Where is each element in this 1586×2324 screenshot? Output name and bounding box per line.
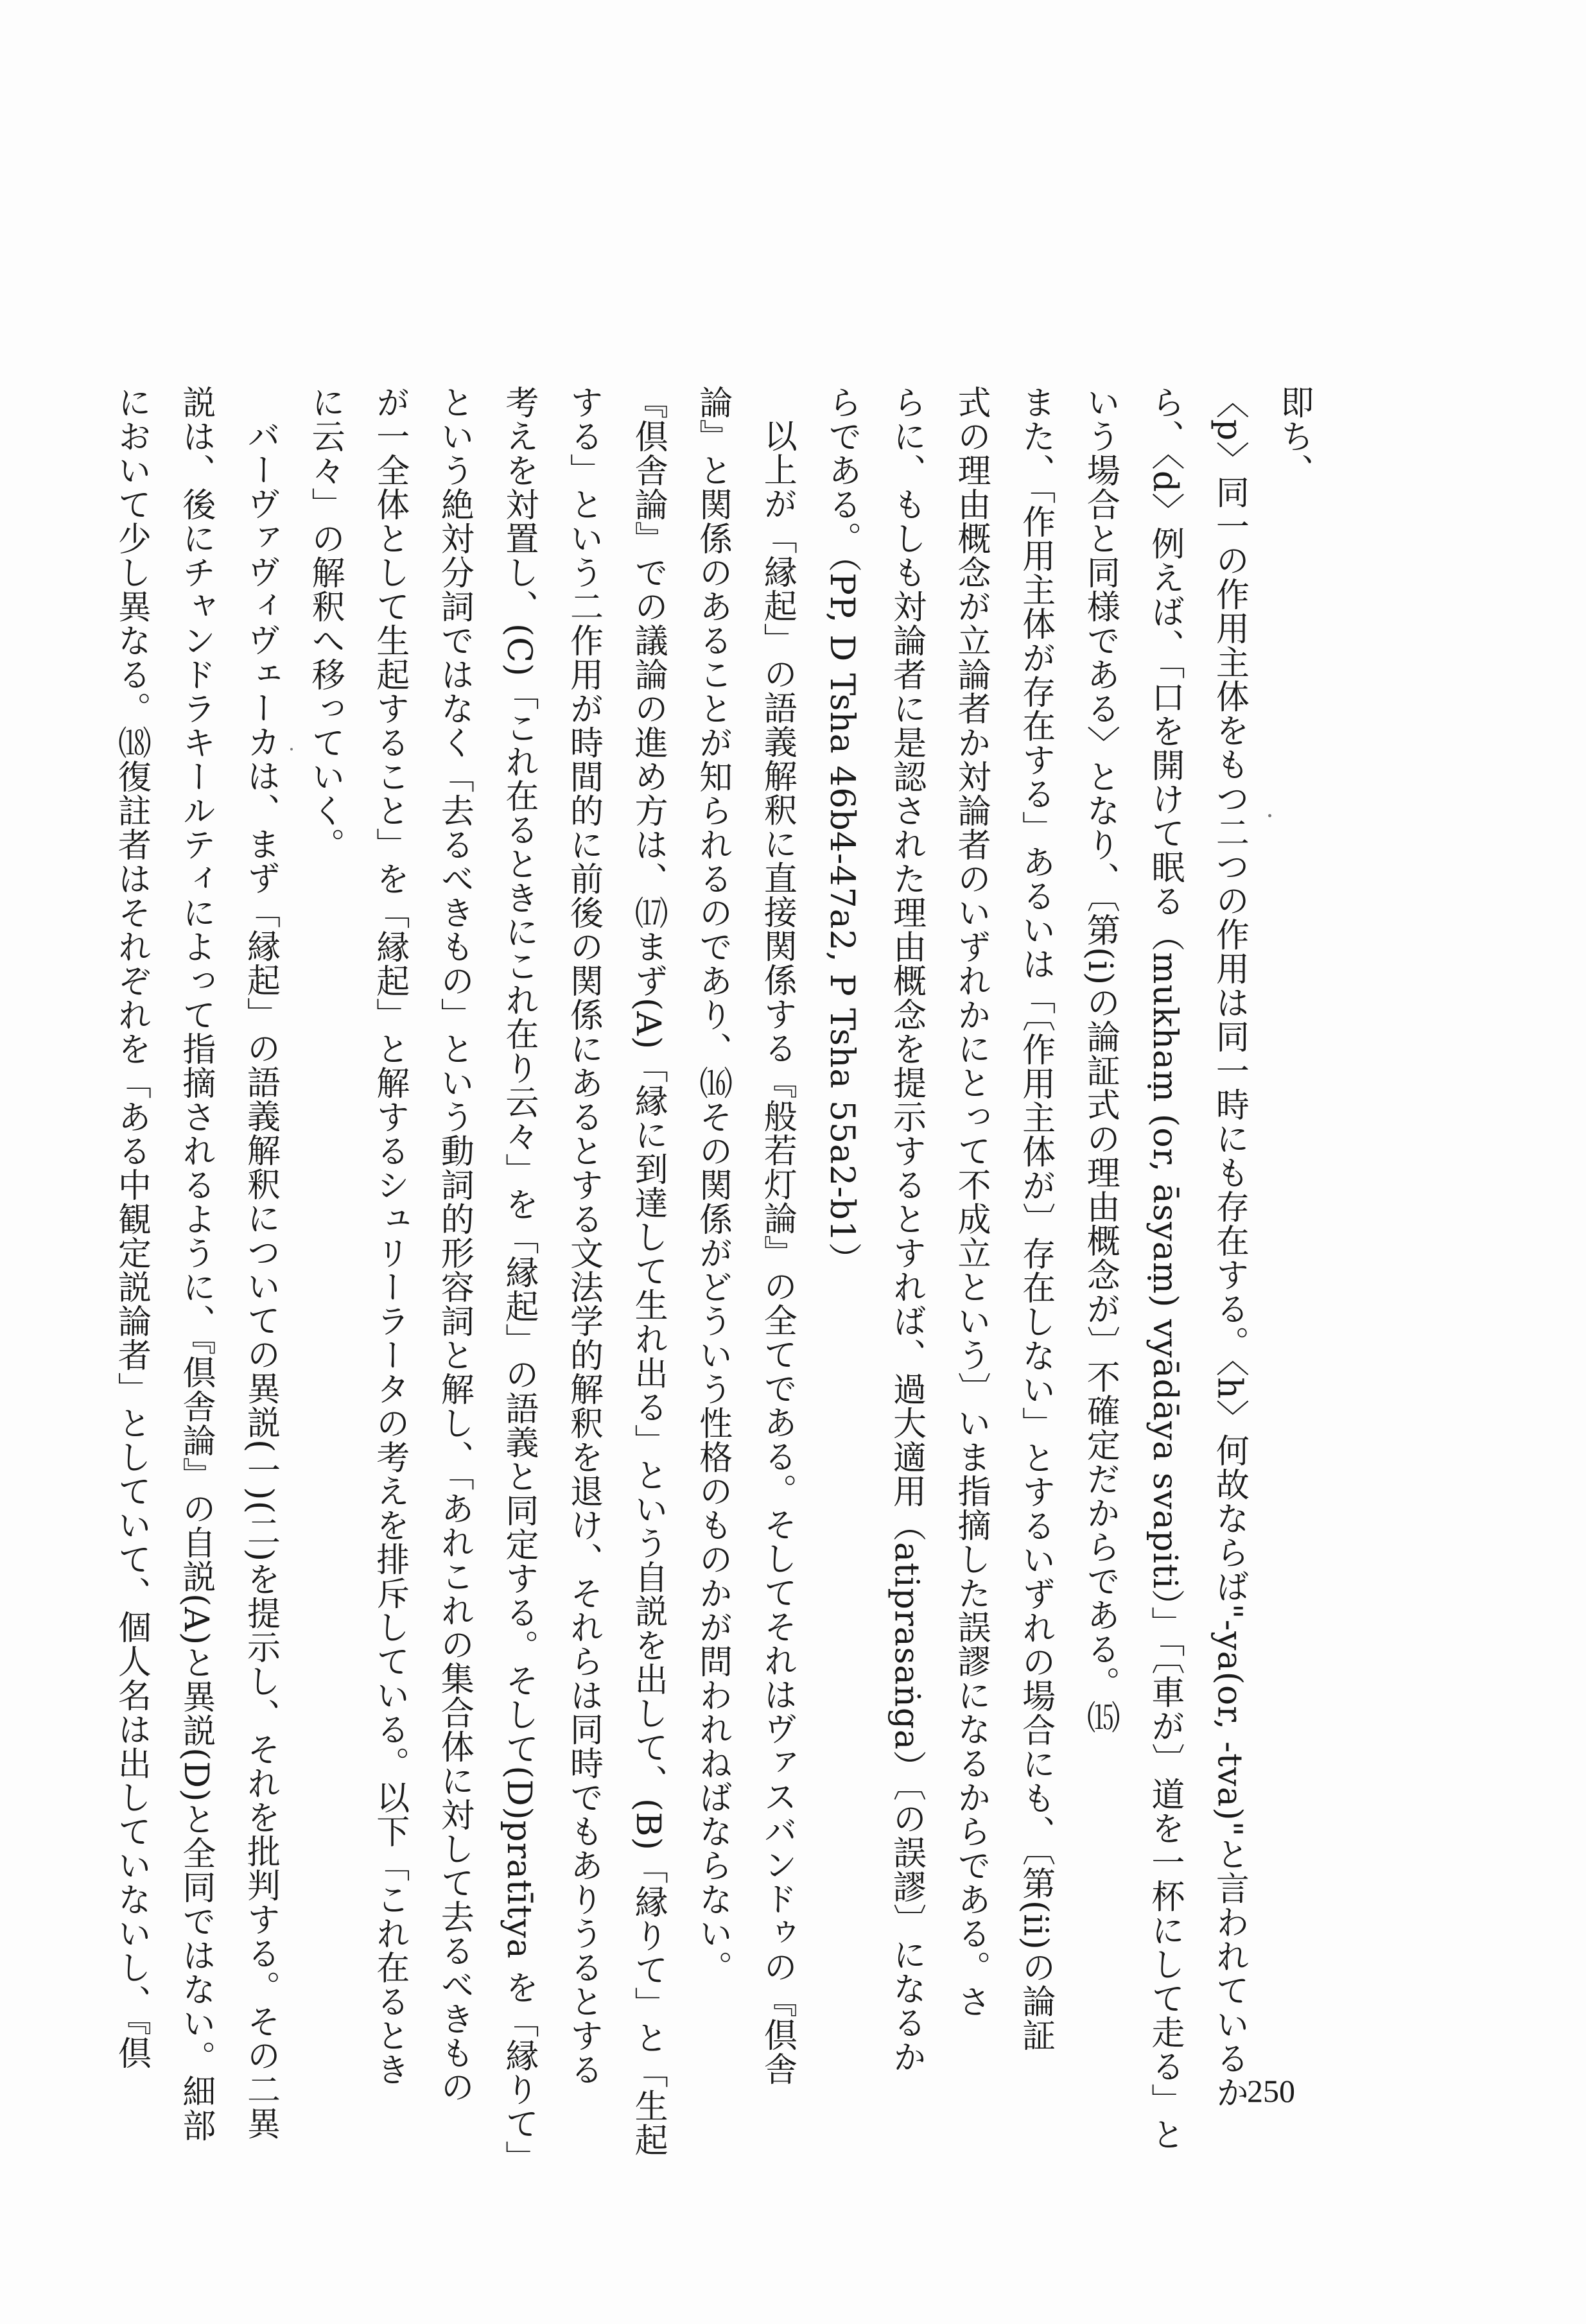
text-line: らに、もしも対論者に是認された理由概念を提示するとすれば、過大適用（atiprasaṅga）〔の誤謬〕になるか [887,385,926,2074]
text-line: らである。（PP, D Tsha 46b4-47a2, P Tsha 55a2-b1） [822,385,861,1277]
text-line: において少し異なる。⒅復註者はそれぞれを「ある中観定説論者」としていて、個人名は出していないし、『倶 [112,385,151,2070]
scan-speck [290,748,293,750]
text-line: に云々」の解釈へ移っていく。 [306,385,345,862]
text-line: バーヴァヴィヴェーカは、まず「縁起」の語義解釈についての異説(一)(二)を提示し、それを批判する。その二異 [241,419,280,2141]
text-line: 以上が「縁起」の語義解釈に直接関係する『般若灯論』の全てである。そしてそれはヴァスバンドゥの『倶舎 [758,419,797,2086]
text-line: 〈p〉同一の作用主体をもつ二つの作用は同一時にも存在する。〈h〉何故ならば"-ya(or, -tva)"と言われているか [1210,385,1249,2110]
text-line: 考えを対置し、(C)「これ在るときにこれ在り云々」を「縁起」の語義と同定する。そして(D)pratītya を「縁りて」 [499,385,538,2175]
text-line: 論』と関係のあることが知られるのであり、⒃その関係がどういう性格のものかが問われねばならない。 [693,385,732,1984]
text-line: いう場合と同様である〉となり、〔第(i)の論証式の理由概念が〕不確定だからである。⒂ [1081,385,1120,1735]
text-line: 『倶舎論』での議論の進め方は、⒄まず(A)「縁に到達して生れ出る」という自説を出して、(B)「縁りて」と「生起 [629,385,668,2157]
text-line: 式の理由概念が立論者か対論者のいずれかにとって不成立という〕いま指摘した誤謬になるからである。さ [952,385,991,2018]
text-line: する」という二作用が時間的に前後の関係にあるとする文法学的解釈を退け、それらは同時でもありうるとする [564,385,603,2086]
text-line: が一全体として生起すること」を「縁起」と解するシュリーラータの考えを排斥している。以下「これ在るとき [370,385,409,2086]
text-line: という絶対分詞ではなく「去るべきもの」という動詞的形容詞と解し、「あれこれの集合体に対して去るべきもの [435,385,474,2104]
text-line: 即ち、 [1275,385,1313,487]
scan-speck [1268,814,1271,817]
text-line: ら、〈d〉例えば、「口を開けて眠る（mukhaṃ (or, āsyaṃ) vyādāya svapiti）」「〔車が〕道を一杯にして走る」と [1145,385,1184,2152]
text-line: また、「作用主体が存在する」あるいは「〔作用主体が〕存在しない」とするいずれの場合にも、〔第(ii)の論証 [1016,385,1055,2052]
page-number: 250 [1247,2073,1295,2109]
text-line: 説は、後にチャンドラキールティによって指摘されるように、『倶舎論』の自説(A)と異説(D)と全同ではない。細部 [176,385,215,2143]
